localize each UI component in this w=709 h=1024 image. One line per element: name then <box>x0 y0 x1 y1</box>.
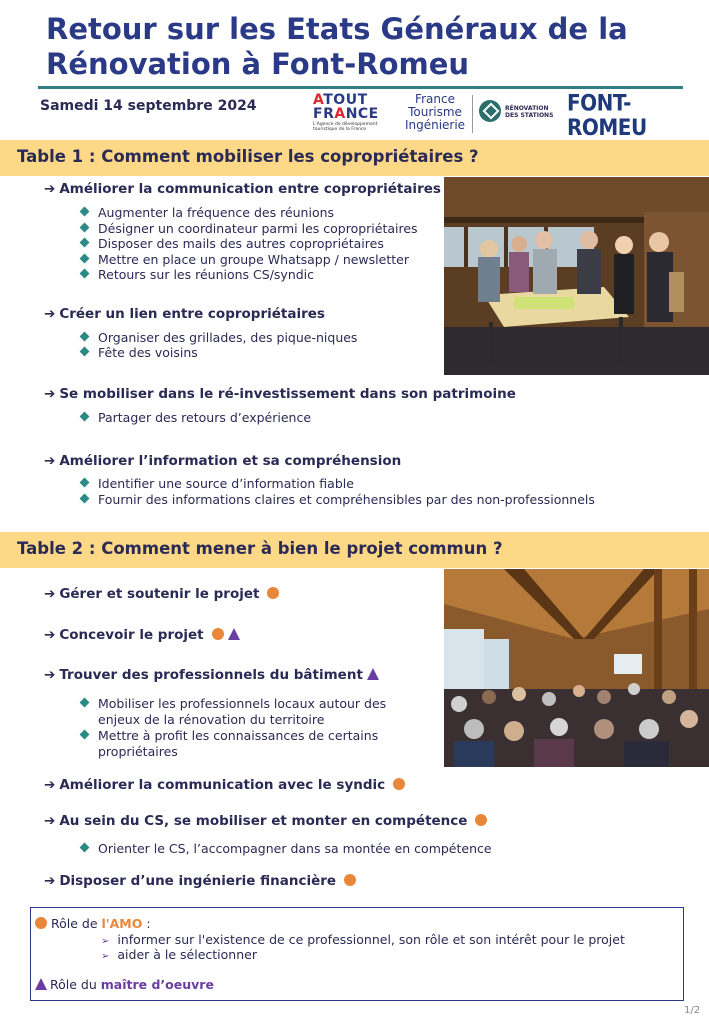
list-item: Organiser des grillades, des pique-niques <box>98 330 357 346</box>
diamond-bullet-icon <box>80 269 90 279</box>
list-item: Fête des voisins <box>98 345 198 361</box>
moe-triangle-icon <box>367 668 379 680</box>
event-date: Samedi 14 septembre 2024 <box>40 98 257 114</box>
diamond-bullet-icon <box>80 698 90 708</box>
diamond-bullet-icon <box>80 332 90 342</box>
amo-circle-icon <box>35 917 47 929</box>
t1-heading-information: ➔ Améliorer l’information et sa compréhension <box>44 453 402 469</box>
diamond-bullet-icon <box>80 843 90 853</box>
t2-heading-ingenierie: ➔ Disposer d’une ingénierie financière <box>44 873 356 889</box>
list-item: Identifier une source d’information fiable <box>98 476 354 492</box>
amo-circle-icon <box>344 874 356 886</box>
list-item: Mobiliser les professionnels locaux autour des enjeux de la rénovation du territoire <box>98 696 418 727</box>
right-arrow-icon: ➔ <box>44 181 56 197</box>
diamond-bullet-icon <box>80 238 90 248</box>
moe-triangle-icon <box>228 628 240 640</box>
atout-france-logo: ATOUT FRANCE L'Agence de développement touristique de la France <box>313 92 379 132</box>
chevron-right-icon: ➢ <box>101 936 110 947</box>
right-arrow-icon: ➔ <box>44 453 56 469</box>
diamond-bullet-icon <box>80 478 90 488</box>
right-arrow-icon: ➔ <box>44 873 56 889</box>
list-item: Orienter le CS, l’accompagner dans sa montée en compétence <box>98 841 492 857</box>
chevron-right-icon: ➢ <box>101 951 110 962</box>
workshop-photo-2 <box>444 569 709 767</box>
t1-heading-patrimoine: ➔ Se mobiliser dans le ré-investissement dans son patrimoine <box>44 386 516 402</box>
diamond-bullet-icon <box>80 207 90 217</box>
amo-circle-icon <box>475 814 487 826</box>
table2-banner <box>0 532 709 568</box>
renovation-des-stations-logo: RÉNOVATION DES STATIONS <box>479 99 559 129</box>
right-arrow-icon: ➔ <box>44 586 56 602</box>
list-item: Mettre à profit les connaissances de certains propriétaires <box>98 728 418 759</box>
table1-title: Table 1 : Comment mobiliser les copropriétaires ? <box>17 147 479 166</box>
font-romeu-logo: FONT-ROMEU <box>567 93 685 135</box>
list-item: Retours sur les réunions CS/syndic <box>98 267 314 283</box>
legend-amo-item: ➢ aider à le sélectionner <box>101 947 257 962</box>
t2-heading-gerer: ➔ Gérer et soutenir le projet <box>44 586 279 602</box>
right-arrow-icon: ➔ <box>44 306 56 322</box>
moe-triangle-icon <box>35 978 47 990</box>
t2-heading-cs: ➔ Au sein du CS, se mobiliser et monter en compétence <box>44 813 487 829</box>
diamond-bullet-icon <box>80 412 90 422</box>
diamond-bullet-icon <box>80 254 90 264</box>
workshop-photo-1 <box>444 177 709 375</box>
right-arrow-icon: ➔ <box>44 667 56 683</box>
diamond-bullet-icon <box>80 347 90 357</box>
legend-amo-title: Rôle de l'AMO : <box>35 916 151 931</box>
right-arrow-icon: ➔ <box>44 777 56 793</box>
t1-heading-communication: ➔ Améliorer la communication entre copropriétaires <box>44 181 441 197</box>
table1-banner <box>0 140 709 176</box>
renovation-badge-icon <box>479 100 501 122</box>
t2-heading-concevoir: ➔ Concevoir le projet <box>44 627 240 643</box>
diamond-bullet-icon <box>80 494 90 504</box>
right-arrow-icon: ➔ <box>44 386 56 402</box>
list-item: Fournir des informations claires et compréhensibles par des non-professionnels <box>98 492 595 508</box>
t2-heading-syndic: ➔ Améliorer la communication avec le syndic <box>44 777 405 793</box>
france-tourisme-ingenierie-logo: France Tourisme Ingénierie <box>404 92 466 132</box>
right-arrow-icon: ➔ <box>44 627 56 643</box>
title-rule <box>38 86 683 89</box>
t1-heading-lien: ➔ Créer un lien entre copropriétaires <box>44 306 325 322</box>
legend-moe-title: Rôle du maître d’oeuvre <box>35 977 214 992</box>
diamond-bullet-icon <box>80 730 90 740</box>
table2-title: Table 2 : Comment mener à bien le projet commun ? <box>17 539 503 558</box>
t2-heading-professionnels: ➔ Trouver des professionnels du bâtiment <box>44 667 379 683</box>
legend-amo-item: ➢ informer sur l'existence de ce professionnel, son rôle et son intérêt pour le projet <box>101 932 625 947</box>
list-item: Augmenter la fréquence des réunions <box>98 205 334 221</box>
legend-box <box>30 907 684 1001</box>
list-item: Disposer des mails des autres copropriétaires <box>98 236 384 252</box>
page-number: 1/2 <box>684 1005 701 1016</box>
amo-circle-icon <box>212 628 224 640</box>
diamond-bullet-icon <box>80 223 90 233</box>
right-arrow-icon: ➔ <box>44 813 56 829</box>
logo-divider <box>472 95 473 133</box>
amo-circle-icon <box>393 778 405 790</box>
list-item: Partager des retours d’expérience <box>98 410 311 426</box>
amo-circle-icon <box>267 587 279 599</box>
list-item: Désigner un coordinateur parmi les copropriétaires <box>98 221 418 237</box>
page-title: Retour sur les Etats Généraux de la Rénovation à Font-Romeu <box>46 12 628 81</box>
list-item: Mettre en place un groupe Whatsapp / newsletter <box>98 252 409 268</box>
